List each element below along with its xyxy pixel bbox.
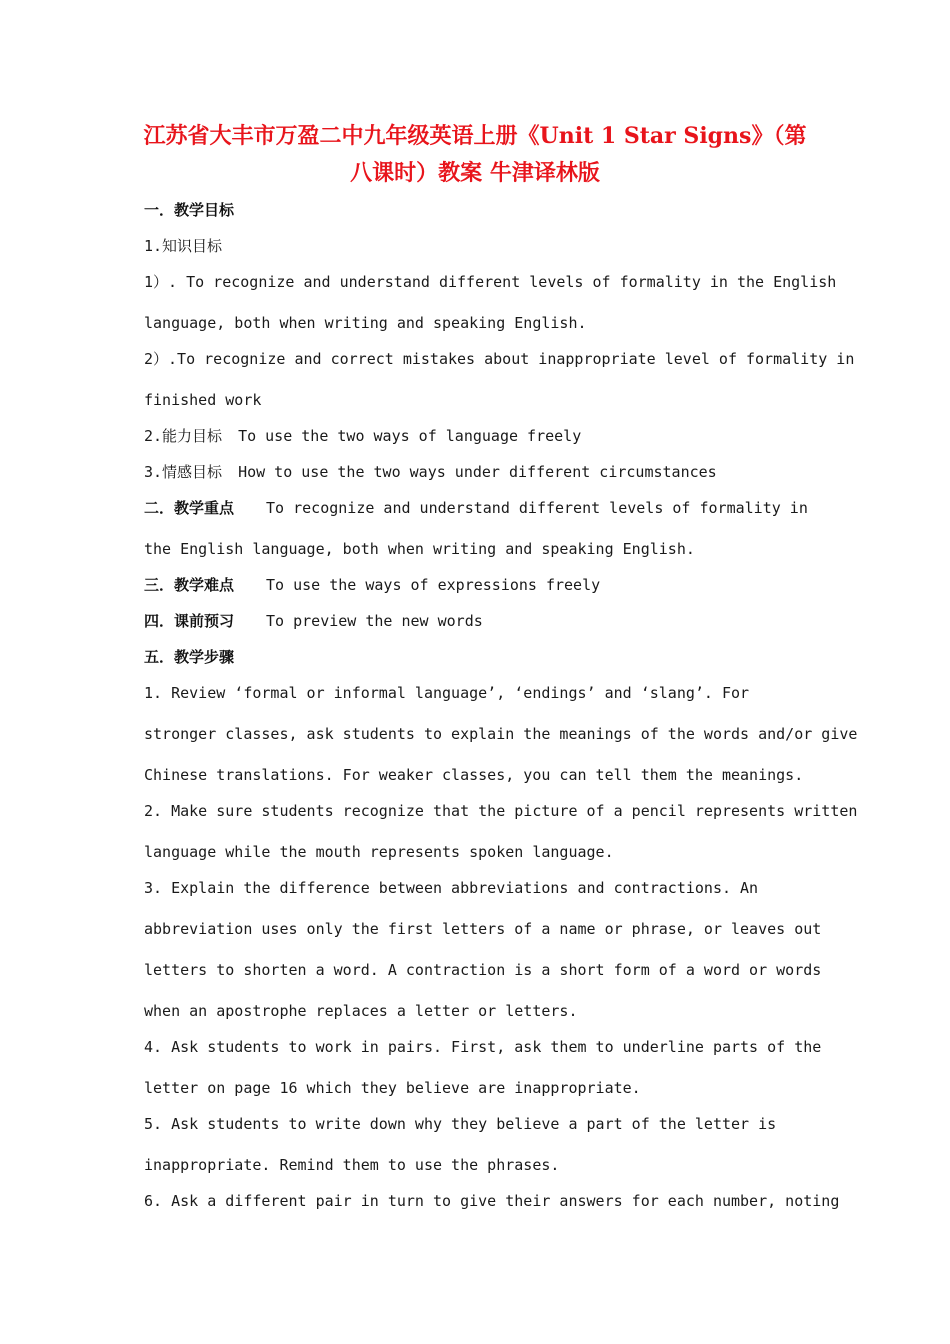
key-points	[144, 498, 808, 518]
step-2-line-2: language while the mouth represents spoken language.	[144, 843, 614, 861]
step-3-line-3: letters to shorten a word. A contraction is a short form of a word or words	[144, 961, 822, 979]
knowledge-goal-label: 1.知识目标	[144, 237, 223, 255]
key-points-text-line-2: the English language, both when writing and speaking English.	[144, 540, 695, 558]
step-6-line-1: 6. Ask a different pair in turn to give their answers for each number, noting	[144, 1192, 840, 1210]
section-heading-objectives: 一．教学目标	[144, 201, 235, 219]
ability-goal	[144, 426, 581, 446]
preview	[144, 611, 483, 631]
emotion-goal	[144, 462, 717, 482]
ability-goal-label: 2.能力目标	[144, 427, 223, 445]
section-heading-steps: 五．教学步骤	[144, 648, 235, 666]
step-4-line-1: 4. Ask students to work in pairs. First, ask them to underline parts of the	[144, 1038, 822, 1056]
step-5-line-2: inappropriate. Remind them to use the phrases.	[144, 1156, 560, 1174]
step-1-line-1: 1. Review ‘formal or informal language’, ‘endings’ and ‘slang’. For	[144, 684, 750, 702]
step-4-line-2: letter on page 16 which they believe are inappropriate.	[144, 1079, 641, 1097]
section-heading-difficulties: 三．教学难点	[144, 576, 235, 594]
step-3-line-2: abbreviation uses only the first letters of a name or phrase, or leaves out	[144, 920, 822, 938]
goal-1-line-1: 1）. To recognize and understand different levels of formality in the English	[144, 273, 837, 291]
goal-1-line-2: language, both when writing and speaking English.	[144, 314, 587, 332]
section-heading-key-points: 二．教学重点	[144, 499, 235, 517]
ability-goal-text: To use the two ways of language freely	[238, 427, 582, 445]
document-title-line-2: 八课时）教案 牛津译林版	[350, 160, 600, 186]
difficulties-text: To use the ways of expressions freely	[266, 576, 601, 594]
preview-text: To preview the new words	[266, 612, 483, 630]
emotion-goal-label: 3.情感目标	[144, 463, 223, 481]
emotion-goal-text: How to use the two ways under different circumstances	[238, 463, 717, 481]
document-title-line-1: 江苏省大丰市万盈二中九年级英语上册《Unit 1 Star Signs》（第	[143, 123, 807, 149]
difficulties	[144, 575, 600, 595]
section-heading-preview: 四．课前预习	[144, 612, 235, 630]
step-3-line-4: when an apostrophe replaces a letter or letters.	[144, 1002, 578, 1020]
step-1-line-3: Chinese translations. For weaker classes, you can tell them the meanings.	[144, 766, 804, 784]
goal-2-line-1: 2）.To recognize and correct mistakes about inappropriate level of formality in	[144, 350, 855, 368]
step-1-line-2: stronger classes, ask students to explain the meanings of the words and/or give	[144, 725, 858, 743]
key-points-text-line-1: To recognize and understand different levels of formality in	[266, 499, 808, 517]
step-5-line-1: 5. Ask students to write down why they believe a part of the letter is	[144, 1115, 777, 1133]
step-3-line-1: 3. Explain the difference between abbreviations and contractions. An	[144, 879, 759, 897]
step-2-line-1: 2. Make sure students recognize that the picture of a pencil represents written	[144, 802, 858, 820]
goal-2-line-2: finished work	[144, 391, 262, 409]
